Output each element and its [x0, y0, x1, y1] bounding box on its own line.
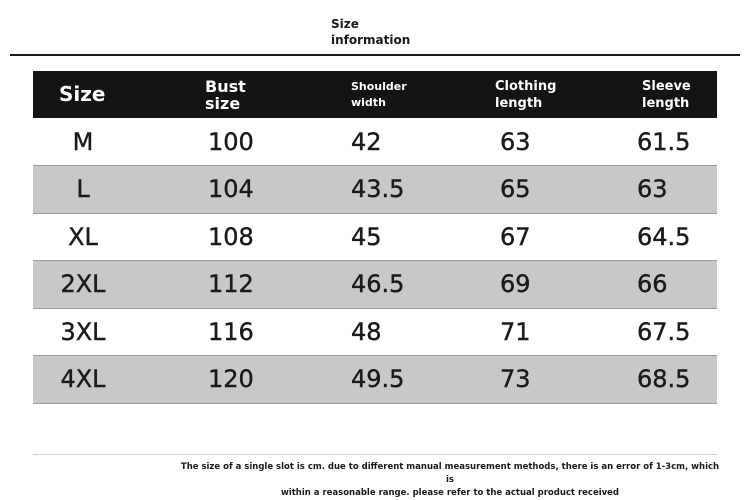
top-divider: [10, 54, 740, 56]
cell-shoulder: 48: [351, 317, 382, 346]
cell-size: XL: [68, 222, 98, 251]
table-row: [33, 356, 717, 404]
cell-clothing-length: 65: [425, 166, 568, 214]
cell-bust: 108: [208, 222, 254, 251]
header-clothing-length: [425, 71, 568, 118]
cell-bust: 104: [133, 166, 275, 214]
cell-clothing-length: 71: [500, 317, 531, 346]
cell-clothing-length: 73: [425, 356, 568, 404]
table-row: [33, 118, 717, 166]
page-title-line2: information: [331, 33, 411, 47]
footnote-line2: within a reasonable range. please refer to the actual product received: [280, 488, 620, 498]
cell-size: L: [33, 166, 133, 214]
header-bust-line2: size: [205, 93, 241, 113]
cell-sleeve-length: 68.5: [568, 356, 717, 404]
size-chart-table: [33, 71, 717, 404]
footnote-line1: The size of a single slot is cm. due to different manual measurement methods, there is an error of 1-3cm, which is: [180, 462, 720, 485]
cell-size: 4XL: [33, 356, 133, 404]
header-shoulder-line2: width: [351, 95, 386, 109]
cell-sleeve-length: 64.5: [637, 222, 691, 251]
cell-bust: 100: [208, 127, 254, 156]
header-sleeve-line2: length: [642, 95, 690, 111]
header-size: [33, 71, 133, 118]
cell-shoulder: 43.5: [275, 166, 425, 214]
cell-clothing-length: 67: [500, 222, 531, 251]
cell-sleeve-length: 66: [568, 261, 717, 309]
page-title-line1: Size: [331, 17, 359, 31]
cell-shoulder: 42: [351, 127, 382, 156]
measurement-footnote: [180, 461, 720, 500]
cell-sleeve-length: 67.5: [637, 317, 691, 346]
header-bust-size: [133, 71, 275, 118]
cell-clothing-length: 63: [500, 127, 531, 156]
header-shoulder-line1: Shoulder: [351, 79, 407, 93]
header-clothing-line1: Clothing: [495, 78, 557, 94]
cell-bust: 112: [133, 261, 275, 309]
table-row: [33, 308, 717, 356]
page-title: [331, 16, 410, 48]
cell-bust: 116: [208, 317, 254, 346]
table-row: [33, 261, 717, 309]
cell-size: 3XL: [60, 317, 106, 346]
header-size-text: Size: [59, 82, 106, 106]
header-sleeve-length: [568, 71, 717, 118]
header-clothing-line2: length: [495, 95, 543, 111]
header-shoulder-width: [275, 71, 425, 118]
cell-size: M: [72, 127, 94, 156]
header-bust-line1: Bust: [205, 76, 246, 96]
cell-shoulder: 46.5: [275, 261, 425, 309]
table-row: [33, 166, 717, 214]
cell-size: 2XL: [33, 261, 133, 309]
cell-sleeve-length: 63: [568, 166, 717, 214]
table-header-row: [33, 71, 717, 118]
cell-shoulder: 49.5: [275, 356, 425, 404]
bottom-divider: [33, 454, 717, 455]
cell-shoulder: 45: [351, 222, 382, 251]
header-sleeve-line1: Sleeve: [642, 78, 691, 94]
table-row: [33, 213, 717, 261]
cell-bust: 120: [133, 356, 275, 404]
cell-sleeve-length: 61.5: [637, 127, 691, 156]
cell-clothing-length: 69: [425, 261, 568, 309]
